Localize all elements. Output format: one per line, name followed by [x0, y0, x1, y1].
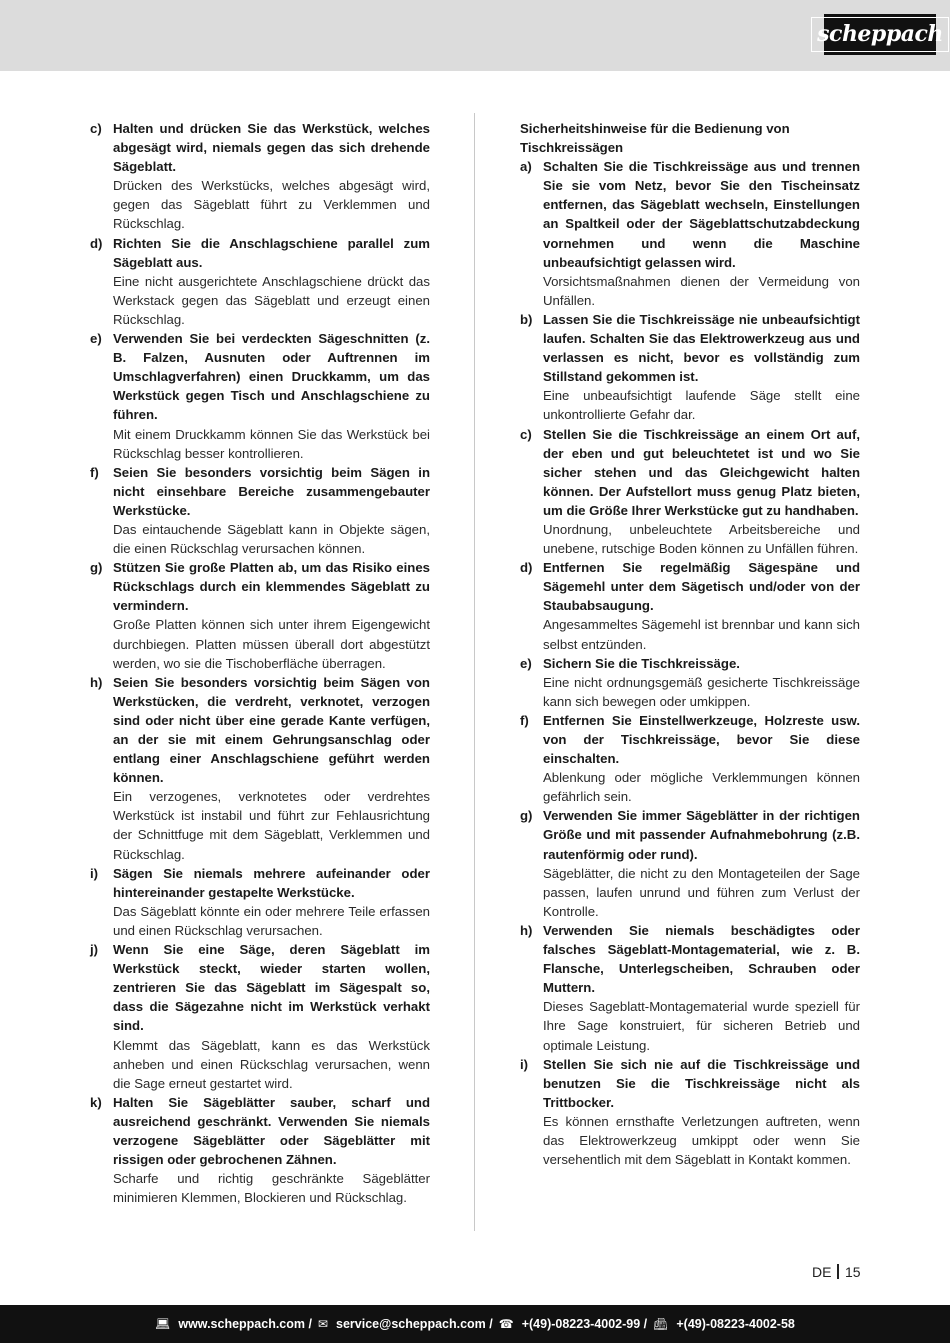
item-body: Das eintauchende Sägeblatt kann in Objekte sägen, die einen Rückschlag verursachen können.: [113, 521, 430, 557]
item-body: Drücken des Werkstücks, welches abgesägt wird, gegen das Sägeblatt führt zu Verklemmen und Rückschlag.: [113, 178, 430, 232]
instruction-item: [520, 558, 860, 653]
right-column: [520, 119, 860, 1169]
page-number-separator: [837, 1264, 839, 1279]
item-letter: c): [520, 426, 532, 442]
item-heading: Stützen Sie große Platten ab, um das Risiko eines Rückschlags durch ein klemmendes Sägeblatt zu vermindern.: [113, 560, 430, 614]
item-heading: Stellen Sie sich nie auf die Tischkreissäge und benutzen Sie die Tischkreissäge nicht als Trittbocker.: [543, 1056, 860, 1110]
item-letter: b): [520, 311, 533, 327]
instruction-item: [90, 558, 430, 673]
brand-logo: [817, 14, 943, 55]
page-number-value: 15: [844, 1264, 861, 1280]
footer-email[interactable]: service@scheppach.com /: [336, 1317, 493, 1331]
item-letter: i): [520, 1056, 529, 1072]
item-body: Ein verzogenes, verknotetes oder verdrehtes Werkstück ist instabil und führt zur Fehlausrichtung der Schnittfuge mit dem Sägeblatt, Verklemmen und Rückschlag.: [113, 789, 430, 862]
computer-icon: 💻︎: [155, 1317, 171, 1331]
mail-icon: ✉︎: [317, 1317, 329, 1331]
instruction-item: [520, 921, 860, 1055]
instruction-item: [520, 1055, 860, 1170]
instruction-item: [520, 310, 860, 425]
item-letter: d): [90, 235, 103, 251]
item-heading: Lassen Sie die Tischkreissäge nie unbeaufsichtigt laufen. Schalten Sie das Elektrowerkzeug aus und verlassen es nicht, bevor es vollständig zum Stillstand gekommen ist.: [543, 311, 860, 385]
footer-web[interactable]: www.scheppach.com /: [178, 1317, 312, 1331]
item-body: Ablenkung oder mögliche Verklemmungen können gefährlich sein.: [543, 770, 860, 805]
item-body: Sägeblätter, die nicht zu den Montageteilen der Sage passen, laufen unrund und führen zum Verlust der Kontrolle.: [543, 865, 860, 919]
phone-icon: ☎︎: [498, 1317, 514, 1331]
item-body: Das Sägeblatt könnte ein oder mehrere Teile erfassen und einen Rückschlag verursachen.: [113, 903, 430, 938]
item-body: Es können ernsthafte Verletzungen auftreten, wenn das Elektrowerkzeug umkippt oder wenn Sie versehentlich mit dem Sägeblatt in Kontakt kommen.: [543, 1113, 860, 1168]
item-letter: h): [520, 922, 533, 938]
instruction-item: [90, 864, 430, 940]
item-heading: Seien Sie besonders vorsichtig beim Sägen von Werkstücken, die verdreht, verknotet, verzogen sind oder nicht über eine gerade Kante verfügen, an der sie mit einem Gehrungsanschlag oder entlang einer Anschlagschiene geführt werden können.: [113, 674, 430, 786]
instruction-item: [520, 806, 860, 921]
page-lang: DE: [812, 1264, 832, 1280]
item-heading: Entfernen Sie Einstellwerkzeuge, Holzreste usw. von der Tischkreissäge, bevor Sie diese einschalten.: [543, 712, 860, 767]
fax-icon: 📠︎: [653, 1317, 669, 1331]
section-title: Sicherheitshinweise für die Bedienung von Tischkreissägen: [520, 121, 790, 156]
item-heading: Seien Sie besonders vorsichtig beim Sägen in nicht einsehbare Bereiche zusammengebauter Werkstücke.: [113, 464, 430, 518]
item-heading: Richten Sie die Anschlagschiene parallel zum Sägeblatt aus.: [113, 235, 430, 270]
item-heading: Halten Sie Sägeblätter sauber, scharf und ausreichend geschränkt. Verwenden Sie niemals verzogene Sägeblätter oder Sägeblätter mit rissigen oder gebrochenen Zähnen.: [113, 1094, 430, 1168]
item-letter: a): [520, 159, 532, 175]
footer-fax: +(49)-08223-4002-58: [676, 1317, 795, 1331]
item-heading: Halten und drücken Sie das Werkstück, welches abgesägt wird, niemals gegen das sich drehende Sägeblatt.: [113, 121, 430, 175]
item-letter: c): [90, 121, 102, 136]
instruction-item: [90, 119, 430, 234]
instruction-item: [90, 329, 430, 463]
item-body: Dieses Sageblatt-Montagematerial wurde speziell für Ihre Sage konstruiert, für sicheren Betrieb und optimale Leistung.: [543, 999, 860, 1053]
header-band: [0, 0, 950, 71]
item-letter: f): [520, 712, 529, 728]
instruction-item: [520, 711, 860, 806]
item-letter: k): [90, 1094, 102, 1110]
item-letter: i): [90, 865, 99, 881]
item-body: Angesammeltes Sägemehl ist brennbar und kann sich selbst entzünden.: [543, 617, 860, 652]
item-body: Scharfe und richtig geschränkte Sägeblätter minimieren Klemmen, Blockieren und Rückschlag.: [113, 1171, 430, 1206]
item-heading: Schalten Sie die Tischkreissäge aus und trennen Sie sie vom Netz, bevor Sie den Tischeinsatz entfernen, das Sägeblatt wechseln, Einstellungen an Spaltkeil oder der Sägeblattschutzabdeckung vornehmen und wenn die Maschine unbeaufsichtigt gelassen wird.: [543, 159, 860, 270]
instruction-item: [90, 1093, 430, 1208]
footer-phone: +(49)-08223-4002-99 /: [521, 1317, 648, 1331]
item-heading: Wenn Sie eine Säge, deren Sägeblatt im Werkstück steckt, wieder starten wollen, zentrieren Sie das Sägeblatt im Sägespalt so, dass die Sägezahne nicht im Werkstück verhakt sind.: [113, 942, 430, 1034]
item-body: Vorsichtsmaßnahmen dienen der Vermeidung von Unfällen.: [543, 273, 860, 308]
right-items: [520, 157, 860, 1169]
item-heading: Entfernen Sie regelmäßig Sägespäne und Sägemehl unter dem Sägetisch und/oder von der Staubabsaugung.: [543, 560, 860, 614]
left-column: [90, 119, 430, 1207]
brand-logo-text: scheppach: [811, 17, 949, 52]
footer-bar: [0, 1305, 950, 1343]
item-letter: g): [520, 808, 533, 824]
item-heading: Sägen Sie niemals mehrere aufeinander oder hintereinander gestapelte Werkstücke.: [113, 865, 430, 900]
item-body: Unordnung, unbeleuchtete Arbeitsbereiche und unebene, rutschige Boden können zu Unfällen führen.: [543, 521, 860, 557]
instruction-item: [520, 157, 860, 310]
item-letter: d): [520, 560, 533, 576]
item-heading: Verwenden Sie immer Sägeblätter in der richtigen Größe und mit passender Aufnahmebohrung (z.B. rautenförmig oder rund).: [543, 808, 860, 862]
column-divider: [474, 113, 475, 1231]
instruction-item: [90, 673, 430, 864]
item-body: Eine nicht ausgerichtete Anschlagschiene drückt das Werkstack gegen das Sägeblatt und erzeugt einen Rückschlag.: [113, 273, 430, 327]
item-heading: Stellen Sie die Tischkreissäge an einem Ort auf, der eben und gut beleuchtetet ist und wo Sie sicher stehen und das Gleichgewicht halten können. Der Aufstellort muss genug Platz bieten, um die Größe Ihrer Werkstücke gut zu handhaben.: [543, 426, 860, 518]
instruction-item: [520, 654, 860, 711]
item-letter: f): [90, 464, 99, 480]
item-heading: Sichern Sie die Tischkreissäge.: [543, 655, 740, 671]
item-letter: e): [90, 331, 102, 347]
item-heading: Verwenden Sie niemals beschädigtes oder falsches Sägeblatt-Montagematerial, wie z. B. Flansche, Unterlegscheiben, Schrauben oder Muttern.: [543, 922, 860, 996]
item-body: Klemmt das Sägeblatt, kann es das Werkstück anheben und einen Rückschlag verursachen, wenn die Sage erneut gestartet wird.: [113, 1037, 430, 1091]
page-number: [812, 1264, 861, 1280]
instruction-item: [520, 425, 860, 559]
item-letter: j): [90, 942, 99, 958]
item-letter: h): [90, 674, 103, 690]
item-letter: e): [520, 655, 532, 671]
instruction-item: [90, 463, 430, 558]
item-body: Eine unbeaufsichtigt laufende Säge stellt eine unkontrollierte Gefahr dar.: [543, 388, 860, 423]
item-body: Eine nicht ordnungsgemäß gesicherte Tischkreissäge kann sich bewegen oder umkippen.: [543, 674, 860, 709]
item-body: Große Platten können sich unter ihrem Eigengewicht durchbiegen. Platten müssen überall dort abgestützt werden, wo sie die Tischoberfläche überragen.: [113, 617, 430, 671]
instruction-item: [90, 940, 430, 1093]
item-body: Mit einem Druckkamm können Sie das Werkstück bei Rückschlag besser kontrollieren.: [113, 426, 430, 461]
item-heading: Verwenden Sie bei verdeckten Sägeschnitten (z. B. Falzen, Ausnuten oder Auftrennen im Umschlagverfahren) einen Druckkamm, um das Werkstück gegen Tisch und Anschlagschiene zu führen.: [113, 331, 430, 423]
item-letter: g): [90, 560, 103, 576]
instruction-item: [90, 234, 430, 329]
